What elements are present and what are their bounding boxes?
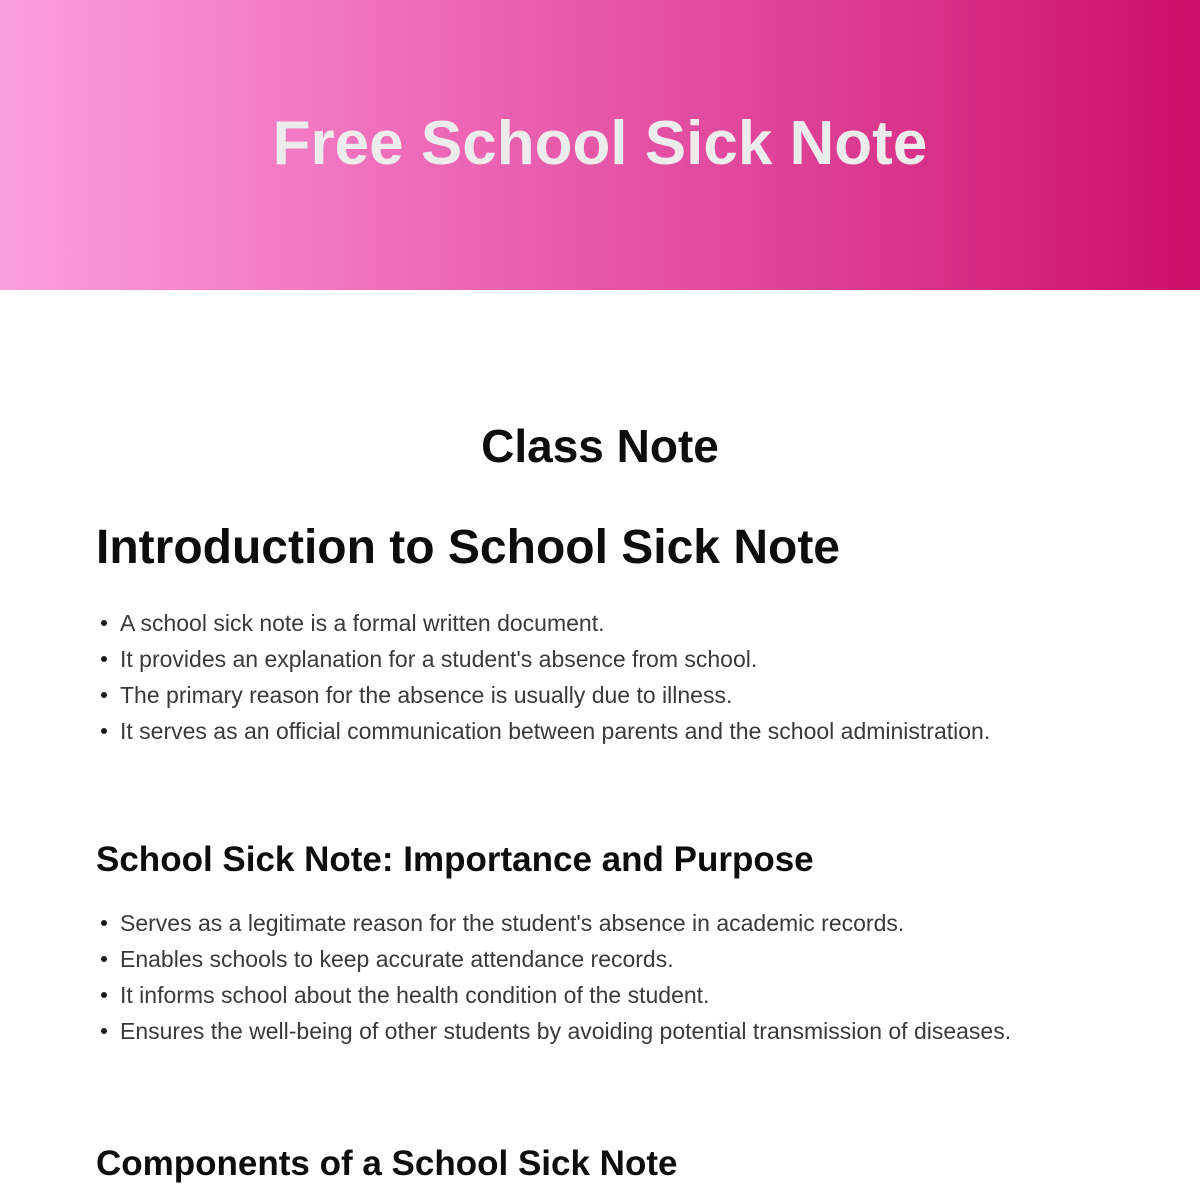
header-banner	[0, 0, 1200, 290]
bullet-icon	[101, 728, 107, 734]
bullet-list	[96, 905, 1056, 1049]
list-item	[96, 605, 1056, 641]
list-item	[96, 713, 1056, 749]
list-item-text: Ensures the well-being of other students by avoiding potential transmission of diseases.	[120, 1018, 1012, 1044]
bullet-icon	[101, 656, 107, 662]
list-item-text: Serves as a legitimate reason for the student's absence in academic records.	[120, 910, 905, 936]
section-heading: Introduction to School Sick Note	[96, 521, 840, 574]
list-item	[96, 905, 1056, 941]
section-introduction	[96, 518, 1056, 749]
list-item-text: Enables schools to keep accurate attendance records.	[120, 946, 674, 972]
list-item	[96, 677, 1056, 713]
bullet-icon	[101, 920, 107, 926]
section-importance-purpose	[96, 838, 1056, 1049]
bullet-icon	[101, 692, 107, 698]
list-item-text: It informs school about the health condition of the student.	[120, 982, 710, 1008]
section-heading: Components of a School Sick Note	[96, 1144, 678, 1183]
list-item	[96, 641, 1056, 677]
section-heading: School Sick Note: Importance and Purpose	[96, 840, 814, 879]
list-item-text: It serves as an official communication between parents and the school administration.	[120, 718, 991, 744]
document-title: Class Note	[481, 420, 719, 472]
bullet-list	[96, 605, 1056, 749]
list-item	[96, 1013, 1056, 1049]
list-item-text: It provides an explanation for a student's absence from school.	[120, 646, 758, 672]
banner-title: Free School Sick Note	[272, 109, 928, 178]
list-item	[96, 941, 1056, 977]
bullet-icon	[101, 1028, 107, 1034]
list-item-text: The primary reason for the absence is usually due to illness.	[120, 682, 733, 708]
bullet-icon	[101, 956, 107, 962]
list-item	[96, 977, 1056, 1013]
bullet-icon	[101, 992, 107, 998]
list-item-text: A school sick note is a formal written document.	[120, 610, 605, 636]
bullet-icon	[101, 620, 107, 626]
section-components	[96, 1142, 1056, 1186]
